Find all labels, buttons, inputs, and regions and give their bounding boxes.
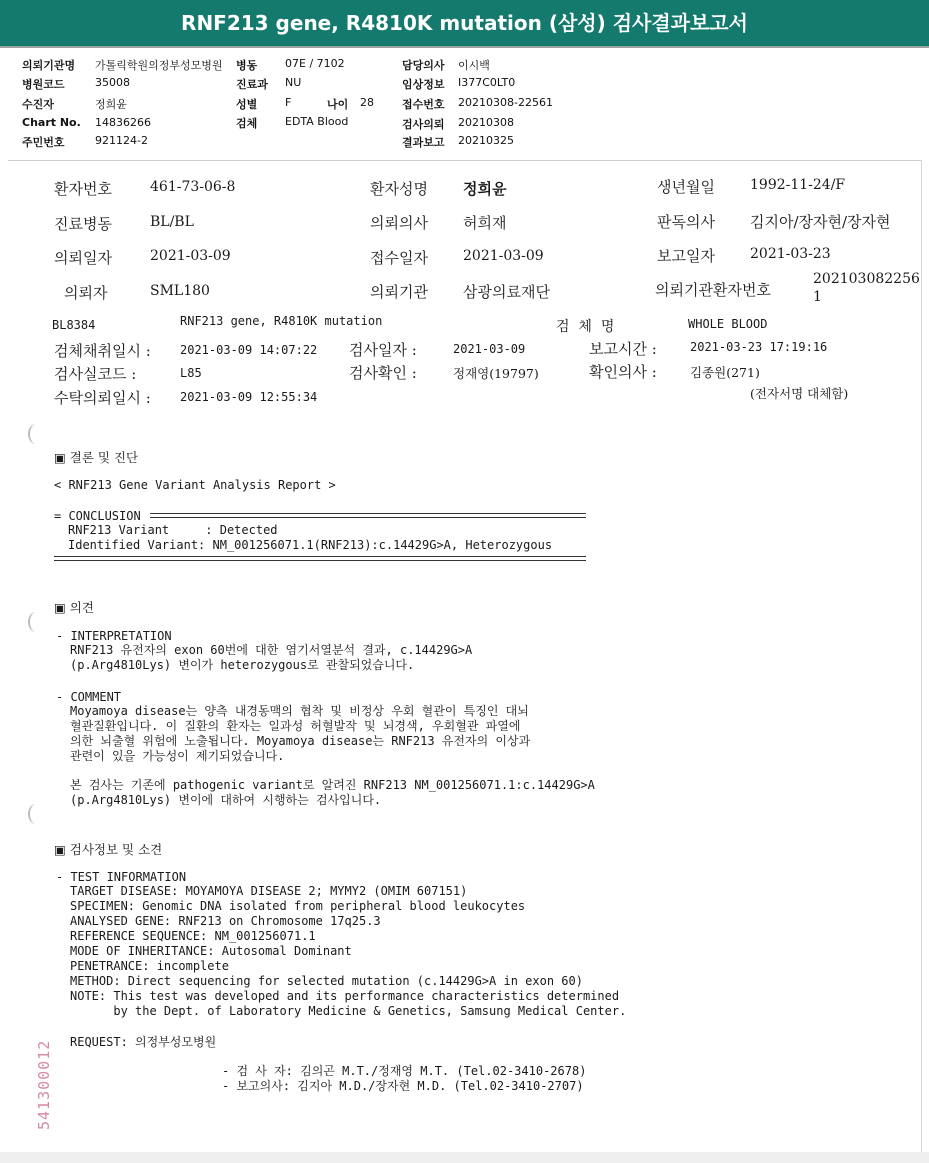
hdr-value: 921124-2 [95, 134, 148, 147]
hdr-label: 나이 [327, 98, 349, 111]
hdr-value: 20210325 [458, 134, 514, 147]
hdr-label: 성별 [236, 98, 258, 111]
interpretation-line: (p.Arg4810Lys) 변이가 heterozygous로 관찰되었습니다. [70, 658, 415, 672]
side-serial-number [35, 1010, 55, 1130]
punch-mark [28, 424, 44, 444]
hdr-value: I377C0LT0 [458, 76, 516, 89]
header-separator [8, 160, 921, 161]
comment-line: (p.Arg4810Lys) 변이에 대하여 시행하는 검사입니다. [70, 793, 382, 807]
hdr-value: EDTA Blood [285, 115, 349, 128]
test-info-line: REFERENCE SEQUENCE: NM_001256071.1 [70, 929, 316, 943]
conclusion-line: Identified Variant: NM_001256071.1(RNF213):c.14429G>A, Heterozygous [68, 538, 553, 552]
test-info-line: SPECIMEN: Genomic DNA isolated from peripheral blood leukocytes [70, 899, 526, 913]
field-label: 생년월일 [657, 178, 715, 196]
hdr-value: 가톨릭학원의정부성모병원 [95, 59, 223, 72]
field-label: 보고일자 [657, 247, 715, 265]
field-label: 수탁의뢰일시 : [54, 389, 151, 407]
hdr-label: 수진자 [22, 98, 54, 111]
punch-mark [28, 612, 44, 632]
signature-line: - 검 사 자: 김의곤 M.T./정재영 M.T. (Tel.02-3410-2678) [222, 1064, 587, 1078]
hdr-label: 접수번호 [402, 98, 445, 111]
title-divider [0, 46, 929, 48]
field-value: 정재영(19797) [453, 366, 539, 381]
punch-mark [28, 804, 44, 824]
page-right-border [921, 160, 922, 1160]
field-value: 1 [813, 289, 822, 305]
hdr-value: 28 [360, 96, 374, 109]
report-title: RNF213 gene, R4810K mutation (삼성) 검사결과보고서 [181, 11, 748, 35]
hdr-value: 20210308 [458, 116, 514, 129]
conclusion-head: = CONCLUSION [54, 509, 141, 523]
field-value: 김종원(271) [690, 365, 760, 380]
field-value: 허희재 [463, 214, 507, 232]
field-label: 환자성명 [370, 180, 428, 198]
section-title-test-info: ▣ 검사정보 및 소견 [54, 842, 163, 857]
hdr-label: 결과보고 [402, 136, 445, 149]
request-line: REQUEST: 의정부성모병원 [70, 1035, 217, 1049]
hdr-value: F [285, 96, 292, 109]
hdr-label: 검체 [236, 117, 258, 130]
bottom-strip [0, 1152, 929, 1163]
field-label: 환자번호 [54, 180, 112, 198]
hdr-label: 주민번호 [22, 136, 65, 149]
field-label: 의뢰기관 [370, 283, 428, 301]
specimen-label: 검 체 명 [556, 319, 615, 335]
conclusion-line: RNF213 Variant : Detected [68, 523, 278, 537]
field-value: 2021-03-09 14:07:22 [180, 343, 318, 357]
field-value: 김지아/장자현/장자현 [750, 213, 891, 231]
field-value: 2021-03-09 12:55:34 [180, 390, 318, 404]
test-name: RNF213 gene, R4810K mutation [180, 314, 383, 328]
field-value: 1992-11-24/F [750, 177, 846, 193]
hdr-value: 35008 [95, 76, 130, 89]
test-info-line: ANALYSED GENE: RNF213 on Chromosome 17q25.3 [70, 914, 381, 928]
field-label: 검사일자 : [349, 341, 417, 359]
field-value: 삼광의료재단 [463, 283, 550, 301]
test-info-line: METHOD: Direct sequencing for selected mutation (c.14429G>A in exon 60) [70, 974, 583, 988]
field-value: 2021-03-23 17:19:16 [690, 340, 828, 354]
hdr-label: 병원코드 [22, 78, 65, 91]
comment-line: 관련이 있을 가능성이 제기되었습니다. [70, 749, 285, 763]
hdr-value: 14836266 [95, 116, 151, 129]
test-info-line: TARGET DISEASE: MOYAMOYA DISEASE 2; MYMY2 (OMIM 607151) [70, 884, 468, 898]
section-title-opinion: ▣ 의견 [54, 600, 94, 615]
comment-line: Moyamoya disease는 양측 내경동맥의 협착 및 비정상 우회 혈관이 특징인 대뇌 [70, 704, 529, 718]
field-label: 접수일자 [370, 249, 428, 267]
comment-head: - COMMENT [56, 690, 122, 704]
hdr-value: 이시백 [458, 59, 490, 72]
field-value: 461-73-06-8 [150, 179, 236, 195]
field-value: 2021-03-09 [453, 342, 526, 356]
interpretation-line: RNF213 유전자의 exon 60번에 대한 염기서열분석 결과, c.14429G>A [70, 643, 473, 657]
hdr-label: 검사의뢰 [402, 118, 445, 131]
hdr-label: 담당의사 [402, 59, 445, 72]
patient-name: 정희윤 [463, 180, 507, 198]
comment-line: 본 검사는 기존에 pathogenic variant로 알려진 RNF213 NM_001256071.1:c.14429G>A [70, 778, 595, 792]
field-value: L85 [180, 366, 202, 380]
field-label: 의뢰의사 [370, 214, 428, 232]
field-value: BL/BL [150, 214, 194, 230]
field-value: 2021-03-23 [750, 246, 831, 262]
field-label: 검사확인 : [349, 364, 417, 382]
report-subtitle: < RNF213 Gene Variant Analysis Report > [54, 478, 336, 492]
field-label: 보고시간 : [589, 340, 657, 358]
field-label: 검사실코드 : [54, 365, 137, 383]
test-info-line: PENETRANCE: incomplete [70, 959, 229, 973]
test-code: BL8384 [52, 318, 96, 332]
field-label: 진료병동 [54, 215, 112, 233]
hdr-value: NU [285, 76, 302, 89]
test-info-line: MODE OF INHERITANCE: Autosomal Dominant [70, 944, 352, 958]
hdr-label: 임상정보 [402, 78, 445, 91]
hdr-label: 진료과 [236, 78, 268, 91]
field-value: 202103082256 [813, 271, 920, 287]
field-value: SML180 [150, 283, 210, 299]
hdr-value: 정희윤 [95, 98, 127, 111]
test-info-head: - TEST INFORMATION [56, 870, 187, 884]
specimen-value: WHOLE BLOOD [688, 317, 768, 331]
esign-note: (전자서명 대체함) [750, 386, 849, 401]
field-label: 의뢰자 [64, 284, 108, 302]
field-label: 의뢰일자 [54, 249, 112, 267]
comment-line: 의한 뇌출혈 위험에 노출됩니다. Moyamoya disease는 RNF213 유전자의 이상과 [70, 734, 531, 748]
side-serial-text: 541300012 [35, 1039, 53, 1130]
field-label: 검체채취일시 : [54, 342, 151, 360]
hdr-label: 병동 [236, 59, 258, 72]
hdr-value: 07E / 7102 [285, 57, 345, 70]
test-info-line: NOTE: This test was developed and its performance characteristics determined [70, 989, 620, 1003]
field-label: 의뢰기관환자번호 [655, 281, 771, 299]
field-value: 2021-03-09 [463, 248, 544, 264]
field-label: 확인의사 : [589, 363, 657, 381]
test-info-line: by the Dept. of Laboratory Medicine & Genetics, Samsung Medical Center. [70, 1004, 627, 1018]
hdr-label: 의뢰기관명 [22, 59, 76, 72]
hdr-label: Chart No. [22, 116, 81, 129]
conclusion-rule-bottom [54, 556, 586, 561]
signature-line: - 보고의사: 김지아 M.D./장자현 M.D. (Tel.02-3410-2707) [222, 1079, 584, 1093]
field-value: 2021-03-09 [150, 248, 231, 264]
interpretation-head: - INTERPRETATION [56, 629, 172, 643]
comment-line: 혈관질환입니다. 이 질환의 환자는 일과성 허혈발작 및 뇌경색, 우회혈관 파열에 [70, 719, 521, 733]
hdr-value: 20210308-22561 [458, 96, 553, 109]
conclusion-rule-top [150, 513, 586, 518]
field-label: 판독의사 [657, 213, 715, 231]
section-title-conclusion: ▣ 결론 및 진단 [54, 450, 139, 465]
report-title-bar [0, 0, 929, 46]
